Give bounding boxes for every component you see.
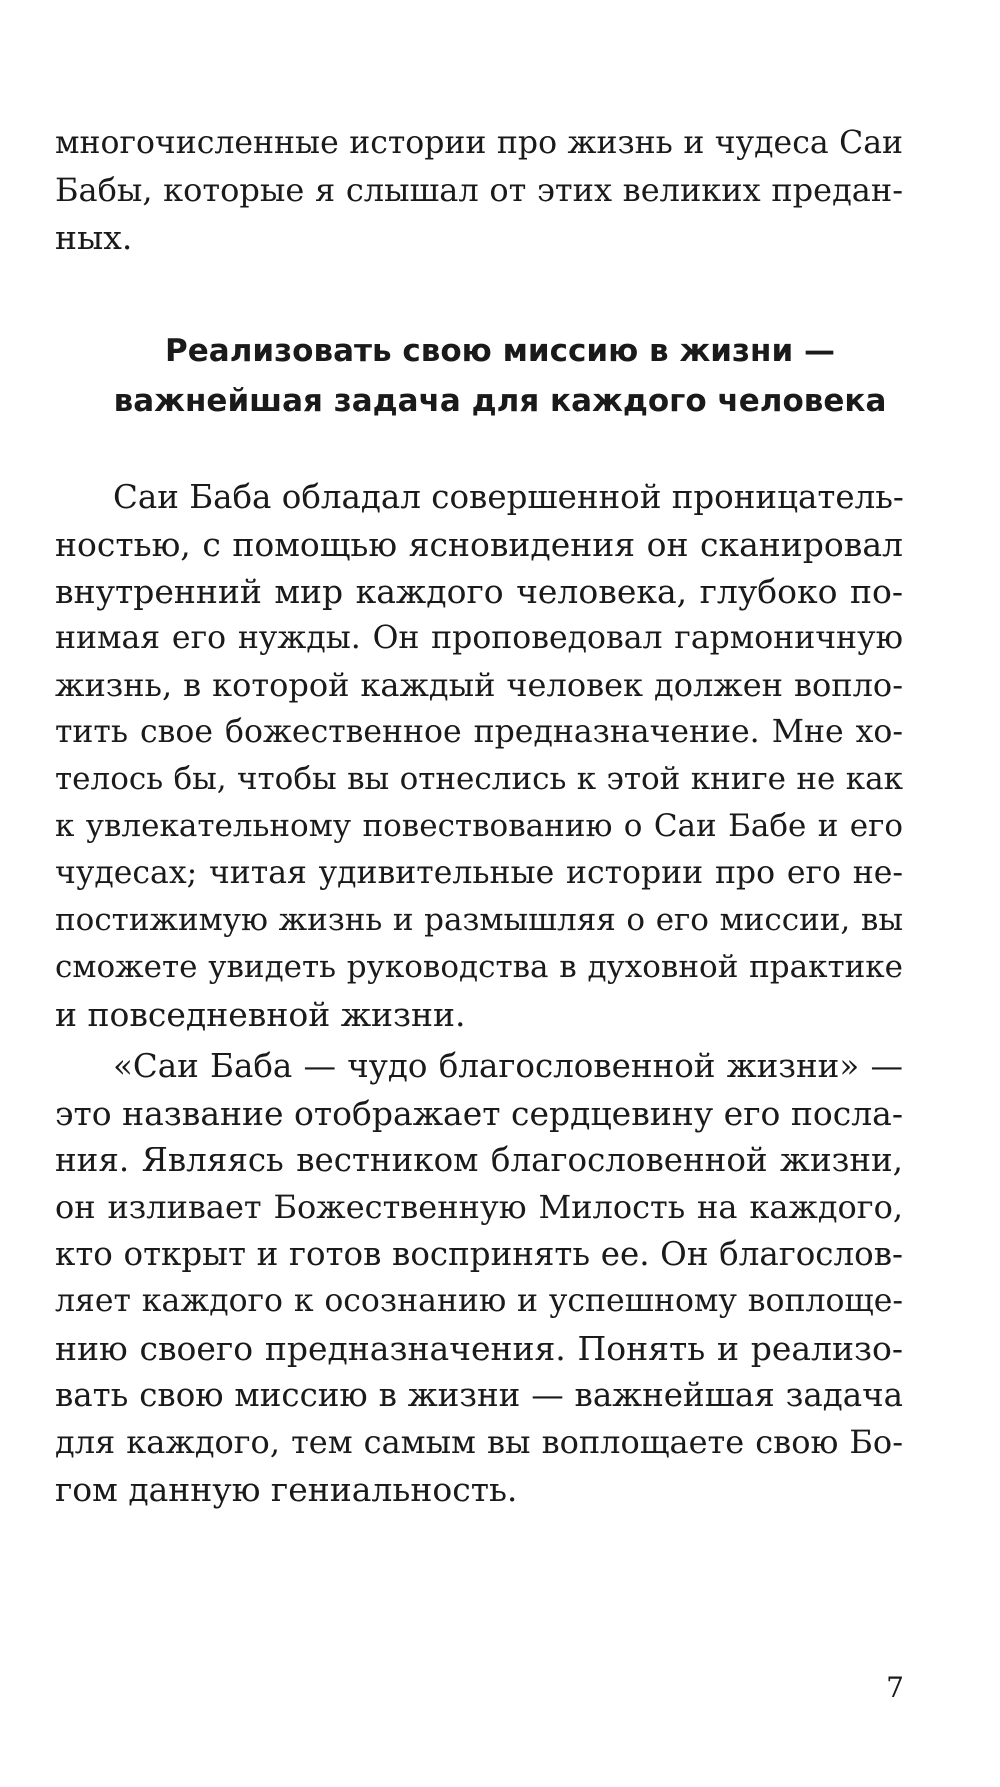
paragraph1-line-9: чудесах; читая удивительные истории про его не- — [55, 855, 903, 891]
paragraph1-line-4: нимая его нужды. Он проповедовал гармоничную — [55, 620, 903, 656]
intro-line-3: ных. — [55, 218, 133, 257]
section-heading-line-2: важнейшая задача для каждого человека — [113, 383, 887, 419]
page-number: 7 — [886, 1671, 904, 1704]
paragraph2-line-3: ния. Являясь вестником благословенной жизни, — [55, 1141, 903, 1179]
paragraph2-line-9: для каждого, тем самым вы воплощаете свою Бо- — [55, 1423, 903, 1461]
paragraph2-line-7: нию своего предназначения. Понять и реализо- — [55, 1329, 903, 1368]
intro-line-2: Бабы, которые я слышал от этих великих предан- — [55, 171, 903, 209]
paragraph2-line-8: вать свою миссию в жизни — важнейшая задача — [55, 1376, 903, 1414]
paragraph2-line-2: это название отображает сердцевину его посла- — [55, 1094, 903, 1133]
paragraph2-line-5: кто открыт и готов воспринять ее. Он благослов- — [55, 1235, 903, 1273]
paragraph1-line-6: тить свое божественное предназначение. Мне хо- — [55, 714, 903, 750]
paragraph1-line-1: Саи Баба обладал совершенной проницатель- — [113, 478, 904, 516]
paragraph2-line-4: он изливает Божественную Милость на каждого, — [55, 1188, 903, 1226]
paragraph2-line-6: ляет каждого к осознанию и успешному воплоще- — [55, 1283, 903, 1319]
paragraph1-line-12: и повседневной жизни. — [55, 995, 466, 1034]
paragraph1-line-5: жизнь, в которой каждый человек должен вопло- — [55, 666, 903, 704]
section-heading-line-1: Реализовать свою миссию в жизни — — [165, 333, 835, 369]
paragraph1-line-3: внутренний мир каждого человека, глубоко по- — [55, 572, 903, 611]
paragraph1-line-7: телось бы, чтобы вы отнеслись к этой книге не как — [55, 761, 903, 797]
paragraph2-line-10: гом данную гениальность. — [55, 1470, 518, 1509]
paragraph1-line-10: постижимую жизнь и размышляя о его миссии, вы — [55, 902, 903, 938]
paragraph2-line-1: «Саи Баба — чудо благословенной жизни» — — [113, 1047, 903, 1085]
paragraph1-line-8: к увлекательному повествованию о Саи Бабе и его — [55, 808, 903, 844]
paragraph1-line-2: ностью, с помощью ясновидения он сканировал — [55, 525, 903, 564]
paragraph1-line-11: сможете увидеть руководства в духовной практике — [55, 949, 903, 985]
intro-line-1: многочисленные истории про жизнь и чудеса Саи — [55, 125, 903, 161]
